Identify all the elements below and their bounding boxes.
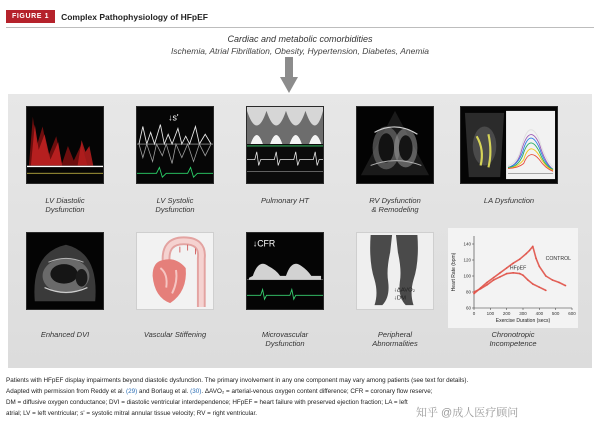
data-point bbox=[493, 277, 495, 279]
data-point bbox=[493, 279, 495, 281]
citation-link-29[interactable]: (29) bbox=[126, 388, 138, 396]
panel-label-enhanced-dvi: Enhanced DVI bbox=[40, 330, 90, 339]
caption-line-4: atrial; LV = left ventricular; s' = systolic mitral annular tissue velocity; RV = right ventricular. bbox=[6, 410, 258, 418]
watermark: 知乎 @成人医疗顾问 bbox=[416, 407, 519, 419]
rv-dysfunction-image bbox=[356, 106, 434, 184]
panel-label-rv-dysfunction: RV Dysfunction & Remodeling bbox=[369, 196, 421, 215]
data-point bbox=[525, 253, 527, 255]
figure-header bbox=[6, 6, 594, 28]
data-point bbox=[480, 288, 482, 290]
panel-label-la-dysfunction: LA Dysfunction bbox=[483, 196, 535, 205]
vascular-stiffening-image bbox=[136, 232, 214, 310]
x-tick-label: 100 bbox=[486, 311, 495, 316]
panel-label-vascular-stiffening: Vascular Stiffening bbox=[143, 330, 207, 339]
data-point bbox=[532, 283, 534, 285]
data-point bbox=[519, 273, 521, 275]
x-tick-label: 500 bbox=[551, 311, 560, 316]
series-label-control: CONTROL bbox=[545, 256, 571, 262]
data-point bbox=[522, 274, 524, 276]
series-label-hfpef: HFpEF bbox=[509, 265, 527, 272]
x-tick-label: 200 bbox=[502, 311, 511, 316]
data-point bbox=[565, 285, 567, 287]
citation-link-30[interactable]: (30) bbox=[190, 388, 202, 396]
data-point bbox=[506, 273, 508, 275]
data-point bbox=[532, 246, 534, 248]
data-point bbox=[545, 290, 547, 292]
pulmonary-ht-image bbox=[246, 106, 324, 184]
avo2-annotation: ↓ΔAVO₂ bbox=[394, 287, 415, 294]
peripheral-image bbox=[356, 232, 434, 310]
data-point bbox=[486, 284, 488, 286]
lv-diastolic-image bbox=[26, 106, 104, 184]
panel-label-microvascular: Microvascular Dysfunction bbox=[261, 330, 309, 349]
y-tick-label: 120 bbox=[463, 257, 471, 263]
y-axis-label: Heart Rate (bpm) bbox=[451, 252, 457, 292]
data-point bbox=[512, 272, 514, 274]
data-point bbox=[519, 258, 521, 260]
figure-title: Complex Pathophysiology of HFpEF bbox=[61, 11, 208, 22]
figure-tag: FIGURE 1 bbox=[6, 10, 55, 23]
caption-line-2: Adapted with permission from Reddy et al. (29) and Borlaug et al. (30). ΔAVO₂ = arterial-venous oxygen content difference; CFR = coronary flow reserve; bbox=[6, 388, 433, 396]
data-point bbox=[552, 279, 554, 281]
panel-label-lv-diastolic: LV Diastolic Dysfunction bbox=[45, 196, 85, 215]
data-point bbox=[539, 286, 541, 288]
y-tick-label: 100 bbox=[463, 273, 471, 279]
panel-label-pulmonary-ht: Pulmonary HT bbox=[261, 196, 309, 205]
lv-systolic-image bbox=[136, 106, 214, 184]
data-point bbox=[473, 293, 475, 295]
dm-annotation: ↓DM bbox=[394, 295, 407, 302]
data-point bbox=[535, 258, 537, 260]
data-point bbox=[486, 282, 488, 284]
data-point bbox=[473, 291, 475, 293]
x-tick-label: 600 bbox=[568, 311, 576, 316]
caption-line-1: Patients with HFpEF display impairments beyond diastolic dysfunction. The primary involvement in any one component may vary among patients (see text for details). bbox=[6, 377, 469, 384]
data-point bbox=[506, 267, 508, 269]
data-point bbox=[529, 250, 531, 252]
heart-rate-chart bbox=[448, 228, 578, 328]
x-tick-label: 0 bbox=[472, 311, 476, 316]
data-point bbox=[545, 275, 547, 277]
panel-label-chronotropic: Chronotropic Incompetence bbox=[489, 330, 537, 349]
panel-label-peripheral: Peripheral Abnormalities bbox=[372, 330, 418, 349]
comorbidities-title: Cardiac and metabolic comorbidities bbox=[227, 34, 373, 44]
panel-label-lv-systolic: LV Systolic Dysfunction bbox=[155, 196, 195, 215]
systolic-annotation: ↓s' bbox=[168, 112, 179, 123]
x-tick-label: 400 bbox=[535, 311, 544, 316]
enhanced-dvi-image bbox=[26, 232, 104, 310]
data-point bbox=[527, 279, 529, 281]
x-axis-label: Exercise Duration (secs) bbox=[495, 318, 551, 324]
data-point bbox=[499, 272, 501, 274]
comorbidities-list: Ischemia, Atrial Fibrillation, Obesity, Hypertension, Diabetes, Anemia bbox=[170, 46, 430, 56]
down-arrow-icon bbox=[280, 57, 298, 93]
data-point bbox=[512, 262, 514, 264]
x-tick-label: 300 bbox=[519, 311, 527, 316]
caption-line-3: DM = diffusive oxygen conductance; DVI = diastolic ventricular interdependence; HFpEF = heart failure with preserved ejection fraction; LA = left bbox=[6, 399, 408, 407]
y-tick-label: 140 bbox=[463, 241, 471, 247]
data-point bbox=[539, 266, 541, 268]
la-dysfunction-image bbox=[460, 106, 558, 184]
chronotropic-chart bbox=[448, 228, 578, 328]
microvascular-image bbox=[246, 232, 324, 310]
y-tick-label: 60 bbox=[465, 305, 471, 311]
data-point bbox=[558, 282, 560, 284]
cfr-annotation: ↓CFR bbox=[252, 238, 276, 249]
data-point bbox=[499, 276, 501, 278]
y-tick-label: 80 bbox=[465, 289, 471, 295]
series-line-hfpef bbox=[474, 273, 546, 292]
